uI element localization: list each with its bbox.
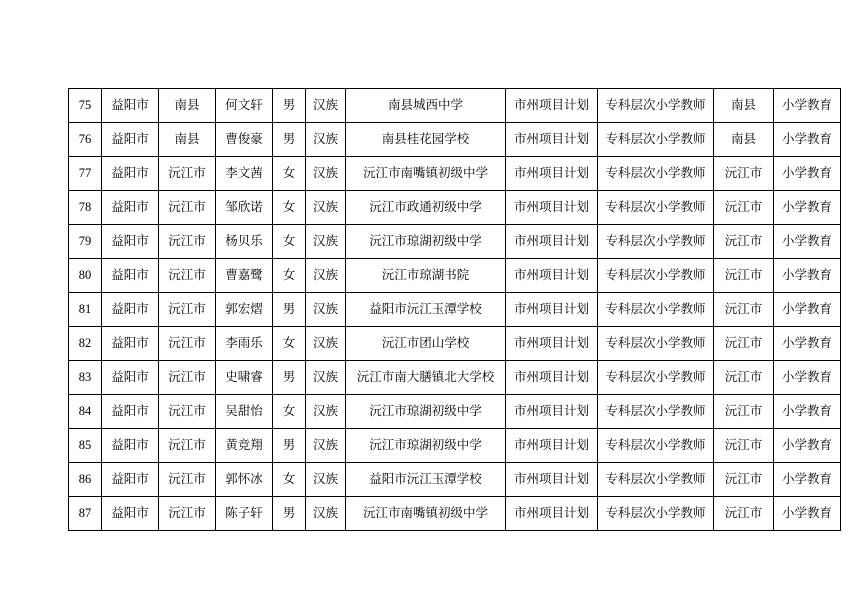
- cell-major: 小学教育: [774, 497, 841, 531]
- cell-school: 沅江市南嘴镇初级中学: [346, 497, 506, 531]
- cell-city: 益阳市: [102, 327, 159, 361]
- cell-major: 小学教育: [774, 123, 841, 157]
- cell-major: 小学教育: [774, 429, 841, 463]
- cell-no: 77: [69, 157, 102, 191]
- cell-ethnic: 汉族: [306, 497, 346, 531]
- cell-area: 沅江市: [714, 293, 774, 327]
- cell-sex: 男: [273, 361, 306, 395]
- cell-level: 专科层次小学教师: [598, 429, 714, 463]
- cell-ethnic: 汉族: [306, 157, 346, 191]
- cell-sex: 男: [273, 497, 306, 531]
- cell-ethnic: 汉族: [306, 429, 346, 463]
- cell-name: 郭宏熠: [216, 293, 273, 327]
- cell-plan: 市州项目计划: [506, 463, 598, 497]
- cell-major: 小学教育: [774, 463, 841, 497]
- cell-school: 沅江市团山学校: [346, 327, 506, 361]
- cell-ethnic: 汉族: [306, 123, 346, 157]
- cell-level: 专科层次小学教师: [598, 157, 714, 191]
- table-row: [69, 259, 841, 293]
- cell-city: 益阳市: [102, 123, 159, 157]
- cell-plan: 市州项目计划: [506, 497, 598, 531]
- cell-major: 小学教育: [774, 191, 841, 225]
- cell-city: 益阳市: [102, 225, 159, 259]
- cell-ethnic: 汉族: [306, 463, 346, 497]
- roster-table-container: [68, 88, 832, 531]
- table-row: [69, 89, 841, 123]
- cell-county: 沅江市: [159, 395, 216, 429]
- cell-sex: 男: [273, 429, 306, 463]
- cell-county: 沅江市: [159, 497, 216, 531]
- table-row: [69, 123, 841, 157]
- cell-name: 李文茜: [216, 157, 273, 191]
- cell-school: 沅江市琼湖初级中学: [346, 225, 506, 259]
- cell-name: 邹欣诺: [216, 191, 273, 225]
- roster-table-body: [69, 89, 841, 531]
- cell-level: 专科层次小学教师: [598, 259, 714, 293]
- cell-plan: 市州项目计划: [506, 395, 598, 429]
- cell-city: 益阳市: [102, 89, 159, 123]
- cell-plan: 市州项目计划: [506, 429, 598, 463]
- cell-no: 81: [69, 293, 102, 327]
- cell-area: 沅江市: [714, 361, 774, 395]
- cell-plan: 市州项目计划: [506, 191, 598, 225]
- cell-area: 南县: [714, 123, 774, 157]
- cell-area: 沅江市: [714, 225, 774, 259]
- cell-county: 沅江市: [159, 225, 216, 259]
- cell-level: 专科层次小学教师: [598, 497, 714, 531]
- cell-level: 专科层次小学教师: [598, 327, 714, 361]
- cell-county: 沅江市: [159, 361, 216, 395]
- cell-level: 专科层次小学教师: [598, 293, 714, 327]
- cell-major: 小学教育: [774, 327, 841, 361]
- cell-name: 何文轩: [216, 89, 273, 123]
- cell-county: 沅江市: [159, 293, 216, 327]
- cell-sex: 女: [273, 191, 306, 225]
- cell-city: 益阳市: [102, 429, 159, 463]
- cell-sex: 女: [273, 463, 306, 497]
- cell-name: 史啸睿: [216, 361, 273, 395]
- cell-ethnic: 汉族: [306, 361, 346, 395]
- cell-major: 小学教育: [774, 395, 841, 429]
- cell-school: 沅江市南嘴镇初级中学: [346, 157, 506, 191]
- cell-ethnic: 汉族: [306, 259, 346, 293]
- cell-sex: 女: [273, 259, 306, 293]
- cell-major: 小学教育: [774, 225, 841, 259]
- cell-no: 84: [69, 395, 102, 429]
- cell-level: 专科层次小学教师: [598, 463, 714, 497]
- cell-city: 益阳市: [102, 497, 159, 531]
- table-row: [69, 463, 841, 497]
- table-row: [69, 293, 841, 327]
- cell-school: 沅江市琼湖书院: [346, 259, 506, 293]
- cell-sex: 男: [273, 123, 306, 157]
- cell-area: 沅江市: [714, 463, 774, 497]
- cell-major: 小学教育: [774, 361, 841, 395]
- cell-name: 黄竞翔: [216, 429, 273, 463]
- cell-sex: 女: [273, 395, 306, 429]
- cell-plan: 市州项目计划: [506, 259, 598, 293]
- cell-county: 南县: [159, 89, 216, 123]
- cell-sex: 男: [273, 89, 306, 123]
- cell-area: 沅江市: [714, 497, 774, 531]
- cell-county: 沅江市: [159, 429, 216, 463]
- cell-area: 沅江市: [714, 429, 774, 463]
- roster-table: [68, 88, 841, 531]
- cell-no: 86: [69, 463, 102, 497]
- table-row: [69, 327, 841, 361]
- table-row: [69, 395, 841, 429]
- cell-county: 沅江市: [159, 191, 216, 225]
- cell-name: 郭怀冰: [216, 463, 273, 497]
- cell-school: 南县城西中学: [346, 89, 506, 123]
- cell-name: 李雨乐: [216, 327, 273, 361]
- cell-name: 陈子轩: [216, 497, 273, 531]
- table-row: [69, 429, 841, 463]
- cell-no: 85: [69, 429, 102, 463]
- table-row: [69, 191, 841, 225]
- cell-plan: 市州项目计划: [506, 123, 598, 157]
- table-row: [69, 361, 841, 395]
- cell-plan: 市州项目计划: [506, 157, 598, 191]
- cell-level: 专科层次小学教师: [598, 225, 714, 259]
- cell-ethnic: 汉族: [306, 327, 346, 361]
- cell-major: 小学教育: [774, 293, 841, 327]
- cell-city: 益阳市: [102, 395, 159, 429]
- table-row: [69, 497, 841, 531]
- cell-level: 专科层次小学教师: [598, 191, 714, 225]
- cell-city: 益阳市: [102, 463, 159, 497]
- cell-school: 益阳市沅江玉潭学校: [346, 293, 506, 327]
- cell-name: 杨贝乐: [216, 225, 273, 259]
- cell-city: 益阳市: [102, 361, 159, 395]
- cell-no: 82: [69, 327, 102, 361]
- cell-school: 沅江市琼湖初级中学: [346, 429, 506, 463]
- cell-area: 沅江市: [714, 395, 774, 429]
- cell-ethnic: 汉族: [306, 395, 346, 429]
- cell-no: 75: [69, 89, 102, 123]
- cell-sex: 女: [273, 157, 306, 191]
- cell-city: 益阳市: [102, 259, 159, 293]
- cell-school: 南县桂花园学校: [346, 123, 506, 157]
- cell-major: 小学教育: [774, 259, 841, 293]
- cell-ethnic: 汉族: [306, 225, 346, 259]
- table-row: [69, 157, 841, 191]
- cell-major: 小学教育: [774, 157, 841, 191]
- cell-level: 专科层次小学教师: [598, 89, 714, 123]
- cell-name: 曹俊豪: [216, 123, 273, 157]
- cell-city: 益阳市: [102, 157, 159, 191]
- cell-no: 76: [69, 123, 102, 157]
- cell-area: 沅江市: [714, 191, 774, 225]
- cell-city: 益阳市: [102, 293, 159, 327]
- cell-county: 沅江市: [159, 259, 216, 293]
- cell-ethnic: 汉族: [306, 89, 346, 123]
- cell-sex: 女: [273, 225, 306, 259]
- cell-school: 沅江市琼湖初级中学: [346, 395, 506, 429]
- cell-no: 78: [69, 191, 102, 225]
- cell-city: 益阳市: [102, 191, 159, 225]
- cell-no: 83: [69, 361, 102, 395]
- cell-plan: 市州项目计划: [506, 361, 598, 395]
- cell-county: 沅江市: [159, 157, 216, 191]
- cell-level: 专科层次小学教师: [598, 123, 714, 157]
- cell-plan: 市州项目计划: [506, 327, 598, 361]
- cell-name: 吴甜怡: [216, 395, 273, 429]
- cell-plan: 市州项目计划: [506, 293, 598, 327]
- cell-sex: 男: [273, 293, 306, 327]
- cell-ethnic: 汉族: [306, 191, 346, 225]
- cell-no: 79: [69, 225, 102, 259]
- cell-name: 曹嘉鹭: [216, 259, 273, 293]
- cell-school: 益阳市沅江玉潭学校: [346, 463, 506, 497]
- cell-no: 80: [69, 259, 102, 293]
- cell-level: 专科层次小学教师: [598, 361, 714, 395]
- cell-county: 南县: [159, 123, 216, 157]
- table-row: [69, 225, 841, 259]
- cell-area: 沅江市: [714, 157, 774, 191]
- cell-plan: 市州项目计划: [506, 225, 598, 259]
- cell-level: 专科层次小学教师: [598, 395, 714, 429]
- cell-sex: 女: [273, 327, 306, 361]
- cell-ethnic: 汉族: [306, 293, 346, 327]
- cell-major: 小学教育: [774, 89, 841, 123]
- cell-school: 沅江市政通初级中学: [346, 191, 506, 225]
- cell-county: 沅江市: [159, 327, 216, 361]
- cell-area: 沅江市: [714, 327, 774, 361]
- cell-no: 87: [69, 497, 102, 531]
- cell-county: 沅江市: [159, 463, 216, 497]
- cell-plan: 市州项目计划: [506, 89, 598, 123]
- cell-school: 沅江市南大膳镇北大学校: [346, 361, 506, 395]
- cell-area: 南县: [714, 89, 774, 123]
- cell-area: 沅江市: [714, 259, 774, 293]
